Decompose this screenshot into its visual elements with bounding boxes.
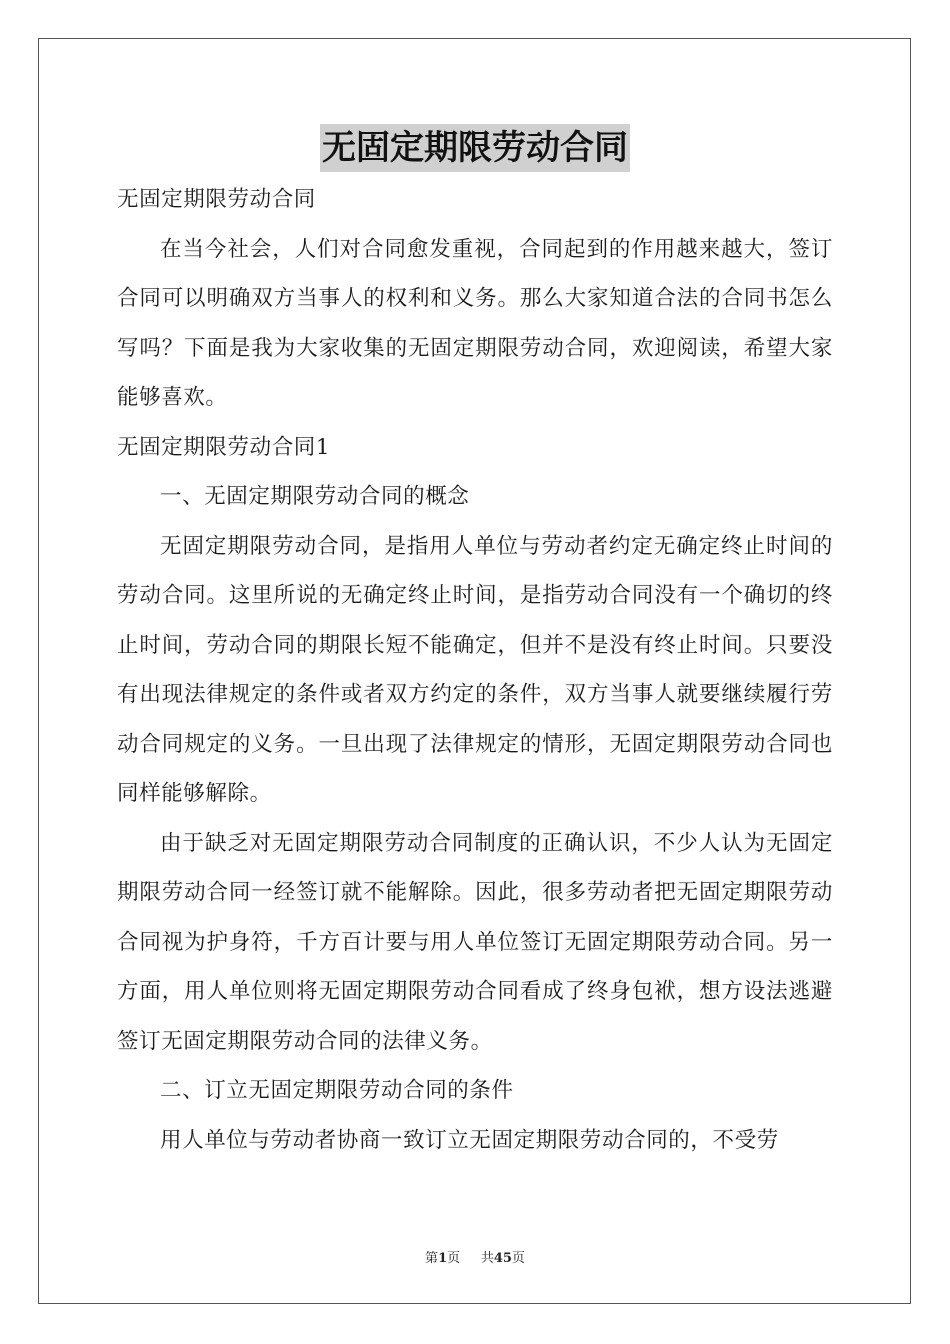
paragraph-5: 由于缺乏对无固定期限劳动合同制度的正确认识，不少人认为无固定期限劳动合同一经签订就不能解除。因此，很多劳动者把无固定期限劳动合同视为护身符，千方百计要与用人单位签订无固定期限劳动合同。另一方面，用人单位则将无固定期限劳动合同看成了终身包袱，想方设法逃避签订无固定期限劳动合同的法律义务。 — [117, 830, 833, 1054]
paragraph-2: 无固定期限劳动合同1 — [117, 434, 331, 460]
page-current: 1 — [438, 1251, 448, 1266]
paragraph-4: 无固定期限劳动合同，是指用人单位与劳动者约定无确定终止时间的劳动合同。这里所说的无确定终止时间，是指劳动合同没有一个确切的终止时间，劳动合同的期限长短不能确定，但并不是没有终止时间。只要没有出现法律规定的条件或者双方约定的条件，双方当事人就要继续履行劳动合同规定的义务。一旦出现了法律规定的情形，无固定期限劳动合同也同样能够解除。 — [117, 533, 833, 806]
page-total — [481, 1251, 525, 1266]
paragraph-7: 用人单位与劳动者协商一致订立无固定期限劳动合同的，不受劳 — [160, 1127, 779, 1153]
page-prefix: 第 — [425, 1251, 439, 1266]
total-prefix: 共 — [480, 1251, 494, 1266]
total-count: 45 — [493, 1251, 512, 1266]
document-title: 无固定期限劳动合同 — [320, 124, 630, 172]
page-number — [425, 1251, 460, 1266]
paragraph-6: 二、订立无固定期限劳动合同的条件 — [160, 1078, 514, 1103]
total-suffix: 页 — [511, 1251, 525, 1266]
page-suffix: 页 — [447, 1251, 461, 1266]
document-body — [117, 175, 833, 1165]
paragraph-0: 无固定期限劳动合同 — [117, 187, 316, 212]
paragraph-1: 在当今社会，人们对合同愈发重视，合同起到的作用越来越大，签订合同可以明确双方当事人的权利和义务。那么大家知道合法的合同书怎么写吗？下面是我为大家收集的无固定期限劳动合同，欢迎阅读，希望大家能够喜欢。 — [117, 236, 833, 410]
page-footer — [0, 1247, 950, 1266]
title-container — [0, 124, 950, 172]
paragraph-3: 一、无固定期限劳动合同的概念 — [160, 484, 470, 509]
